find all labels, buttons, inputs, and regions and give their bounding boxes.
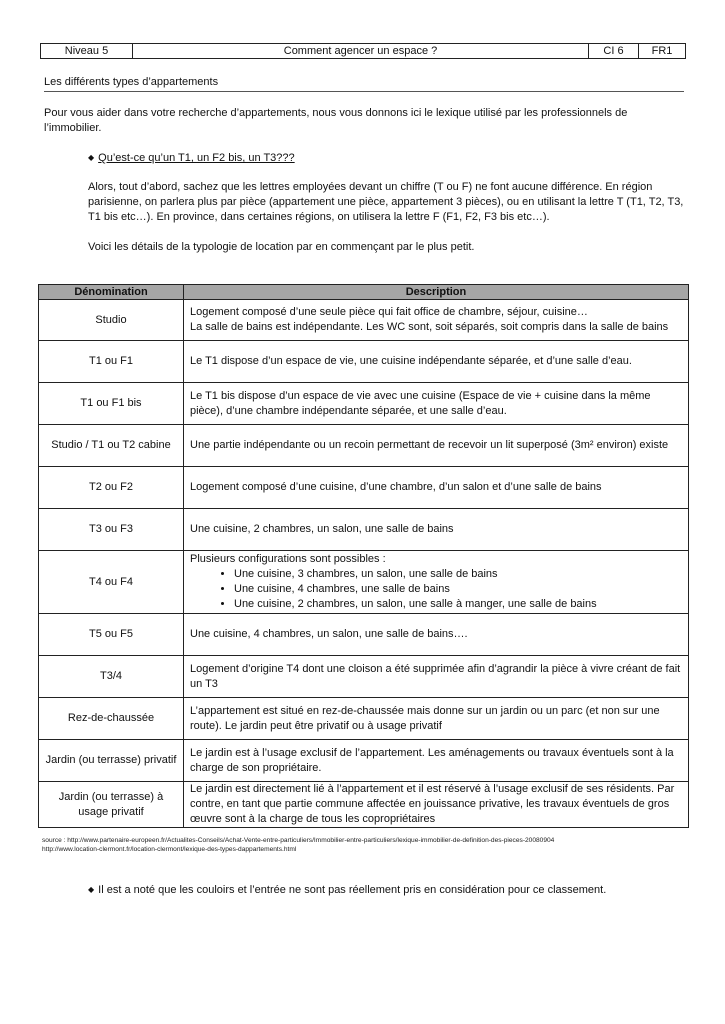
intro-paragraph: Pour vous aider dans votre recherche d’appartements, nous vous donnons ici le lexique utilisé par les professionnels de l’immobilier. [44,107,628,134]
details-paragraph: Voici les détails de la typologie de location par en commençant par le plus petit. [88,241,475,253]
fr-cell: FR1 [639,44,686,59]
row-name: T3/4 [39,656,184,698]
row-description: Logement composé d’une cuisine, d’une chambre, d’un salon et d’une salle de bains [184,467,689,509]
table-row [39,698,689,740]
row-description: L’appartement est situé en rez-de-chaussée mais donne sur un jardin ou un parc (et non sur une route). Le jardin peut être privatif ou à usage privatif [184,698,689,740]
row-name: Jardin (ou terrasse) à usage privatif [39,782,184,828]
row-name: T4 ou F4 [39,551,184,614]
note-text: Il est a noté que les couloirs et l’entrée ne sont pas réellement pris en considération pour ce classement. [98,884,607,896]
row-description: Le jardin est directement lié à l’appartement et il est réservé à l’usage exclusif de ses résidents. Par contre, en tant que partie commune affectée en jouissance privative, les travaux éventuels de gros œuvre sont à la charge de tous les copropriétaires [184,782,689,828]
table-row [39,425,689,467]
row-description [184,300,689,341]
table-row [39,656,689,698]
level-cell: Niveau 5 [41,44,133,59]
row-name: Rez-de-chaussée [39,698,184,740]
row-name: Jardin (ou terrasse) privatif [39,740,184,782]
row-description: Le T1 bis dispose d’un espace de vie avec une cuisine (Espace de vie + cuisine dans la même pièce), d’une chambre indépendante séparée, et une salle d’eau. [184,383,689,425]
source-line: source : http://www.partenaire-europeen.fr/Actualites-Conseils/Achat-Vente-entre-particuliers/Immobilier-entre-particuliers/lexique-immobilier-de-definition-des-pieces-20080904 [42,837,555,844]
table-row [39,782,689,828]
row-description: Logement d’origine T4 dont une cloison a été supprimée afin d’agrandir la pièce à vivre créant de fait un T3 [184,656,689,698]
question-line [88,152,295,164]
table-row [39,467,689,509]
diamond-bullet-icon: ◆ [88,153,95,162]
ci-cell: CI 6 [589,44,639,59]
list-item: • Une cuisine, 4 chambres, une salle de bains [234,582,682,597]
row-description: Le jardin est à l’usage exclusif de l’appartement. Les aménagements ou travaux éventuels sont à la charge de son propriétaire. [184,740,689,782]
table-row [39,614,689,656]
configuration-list [190,567,682,612]
row-description [184,551,689,614]
row-name: T2 ou F2 [39,467,184,509]
table-row [39,740,689,782]
diamond-bullet-icon: ◆ [88,885,95,894]
row-description: Une cuisine, 2 chambres, un salon, une salle de bains [184,509,689,551]
description-line: Logement composé d’une seule pièce qui fait office de chambre, séjour, cuisine… [190,306,588,318]
list-item: • Une cuisine, 2 chambres, un salon, une salle à manger, une salle de bains [234,597,682,612]
source-line: http://www.location-clermont.fr/location-clermont/lexique-des-types-dappartements.html [42,846,297,853]
list-item: • Une cuisine, 3 chambres, un salon, une salle de bains [234,567,682,582]
table-row [39,383,689,425]
row-name: T1 ou F1 bis [39,383,184,425]
table-row [39,341,689,383]
table-row [39,551,689,614]
explanation-paragraph: Alors, tout d’abord, sachez que les lettres employées devant un chiffre (T ou F) ne font aucune différence. En région parisienne, on parlera plus par pièce (appartement une pièce, appartement 3 pièces), ou en utilisant la lettre T (T1, T2, T3, T1 bis etc…). En province, dans certaines régions, on utilisera la lettre F (F1, F2, F3 bis etc…). [88,181,684,223]
row-description: Une partie indépendante ou un recoin permettant de recevoir un lit superposé (3m² environ) existe [184,425,689,467]
description-intro: Plusieurs configurations sont possibles : [190,553,386,565]
description-line: La salle de bains est indépendante. Les WC sont, soit séparés, soit compris dans la salle de bains [190,321,669,333]
apartment-types-table [38,284,689,828]
header-table [40,43,686,59]
table-row [39,300,689,341]
row-name: T1 ou F1 [39,341,184,383]
column-header-description: Description [184,285,689,300]
row-description: Une cuisine, 4 chambres, un salon, une salle de bains…. [184,614,689,656]
document-title: Comment agencer un espace ? [133,44,589,59]
sources [42,836,554,854]
row-name: Studio [39,300,184,341]
row-name: T5 ou F5 [39,614,184,656]
note-line [88,884,606,896]
table-row [39,509,689,551]
table-header-row [39,285,689,300]
question-text: Qu’est-ce qu’un T1, un F2 bis, un T3??? [98,152,295,164]
row-name: Studio / T1 ou T2 cabine [39,425,184,467]
row-name: T3 ou F3 [39,509,184,551]
column-header-name: Dénomination [39,285,184,300]
row-description: Le T1 dispose d’un espace de vie, une cuisine indépendante séparée, et d’une salle d’eau. [184,341,689,383]
section-title: Les différents types d’appartements [44,76,684,92]
